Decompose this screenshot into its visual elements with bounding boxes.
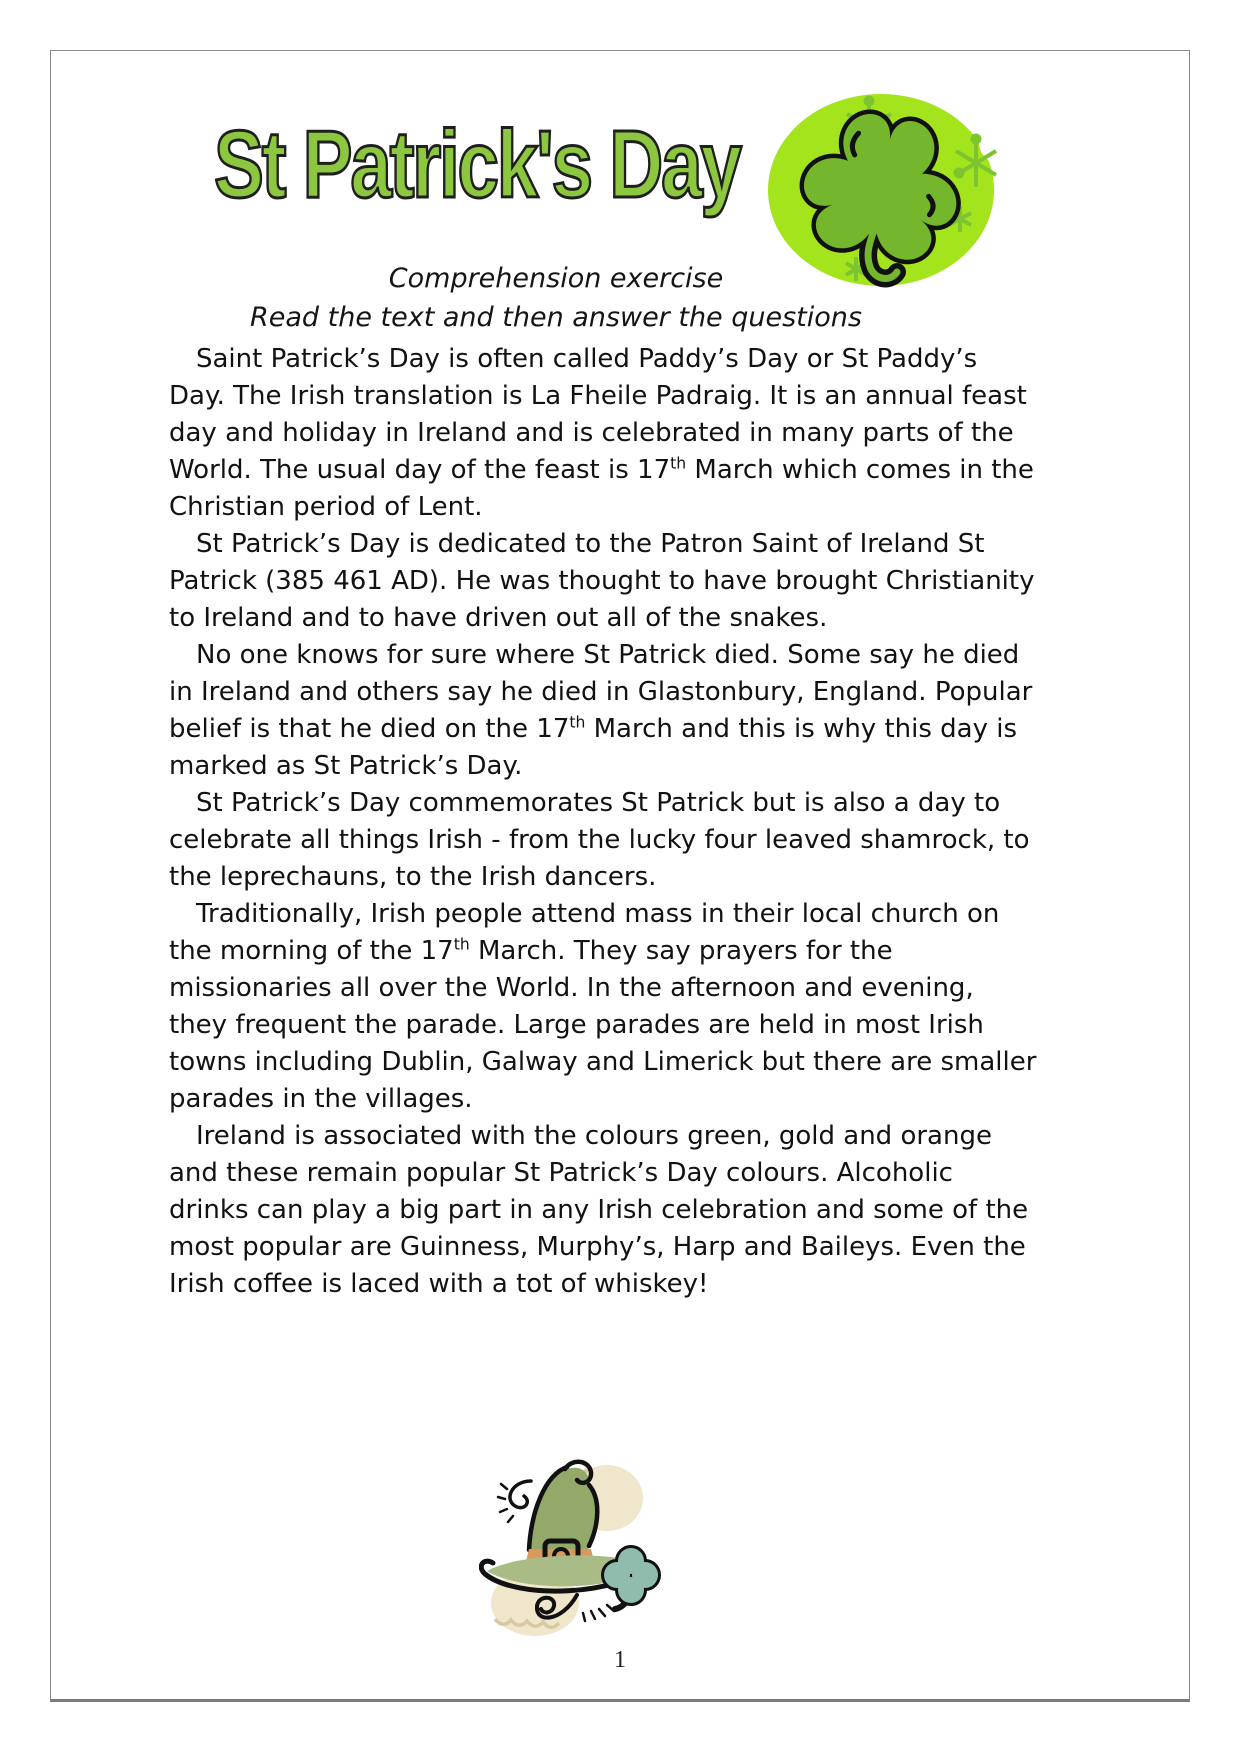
paragraph: No one knows for sure where St Patrick died. Some say he died in Ireland and others say he died in Glastonbury, England. Popular belief is that he died on the 17th March and this is why this day is marked as St Patrick’s Day. bbox=[169, 640, 1033, 781]
paragraph: Traditionally, Irish people attend mass in their local church on the morning of the 17th March. They say prayers for the missionaries all over the World. In the afternoon and evening, they frequent the parade. Large parades are held in most Irish towns including Dublin, Galway and Limerick but there are smaller parades in the villages. bbox=[169, 899, 1037, 1114]
subtitle-line-1: Comprehension exercise bbox=[388, 263, 724, 294]
paragraph: St Patrick’s Day commemorates St Patrick but is also a day to celebrate all things Irish - from the lucky four leaved shamrock, to the leprechauns, to the Irish dancers. bbox=[169, 788, 1030, 892]
paragraph: Saint Patrick’s Day is often called Paddy’s Day or St Paddy’s Day. The Irish translation is La Fheile Padraig. It is an annual feast day and holiday in Ireland and is celebrated in many parts of the World. The usual day of the feast is 17th March which comes in the Christian period of Lent. bbox=[169, 344, 1034, 522]
page-number: 1 bbox=[614, 1647, 626, 1673]
subtitle-block bbox=[96, 259, 1016, 337]
worksheet-page bbox=[50, 50, 1190, 1702]
article-body bbox=[169, 341, 1037, 1303]
paragraph: St Patrick’s Day is dedicated to the Patron Saint of Ireland St Patrick (385 461 AD). He was thought to have brought Christianity to Ireland and to have driven out all of the snakes. bbox=[169, 529, 1035, 633]
subtitle-line-2: Read the text and then answer the questions bbox=[250, 302, 862, 333]
page-title: St Patrick's Day bbox=[214, 111, 740, 218]
leprechaun-hat-icon bbox=[479, 1453, 671, 1651]
paragraph: Ireland is associated with the colours green, gold and orange and these remain popular St Patrick’s Day colours. Alcoholic drinks can play a big part in any Irish celebration and some of the most popular are Guinness, Murphy’s, Harp and Baileys. Even the Irish coffee is laced with a tot of whiskey! bbox=[169, 1121, 1029, 1299]
